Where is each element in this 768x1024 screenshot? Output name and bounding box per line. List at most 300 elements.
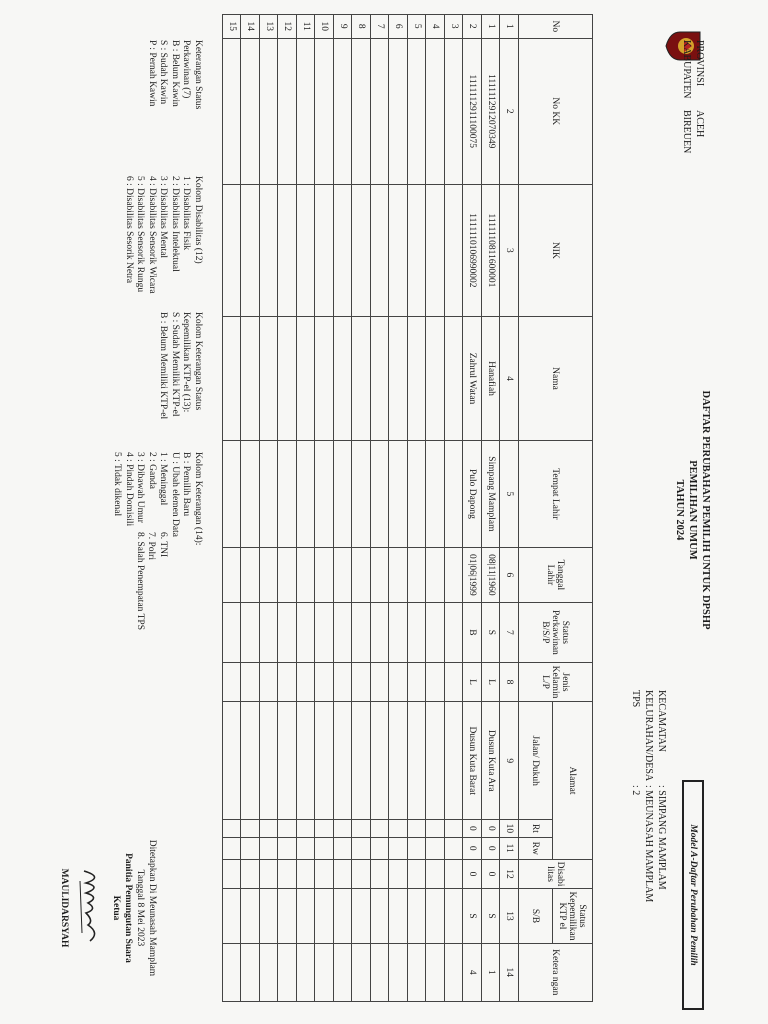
table-cell-tanggal [352,547,371,603]
table-cell-jk [352,662,371,702]
document-title [673,300,712,720]
table-cell-rw [371,837,390,859]
table-cell-tempat [352,441,371,548]
table-cell-rt [445,820,464,838]
table-cell-ktp [297,889,316,943]
table-cell-nik: 1111110106990002 [463,184,482,316]
table-cell-ket [445,943,464,1002]
table-cell-jk: L [463,662,482,702]
table-cell-tanggal [426,547,445,603]
table-cell-status [371,603,390,662]
table-cell-ktp [426,889,445,943]
title-line-1: DAFTAR PERUBAHAN PEMILIH UNTUK DPSHP [700,390,711,630]
table-cell-dis [426,859,445,889]
table-cell-dis [334,859,353,889]
kelurahan-value: : MEUNASAH MAMPLAM [643,785,654,903]
table-cell-tempat [408,441,427,548]
table-row [278,15,297,1002]
table-cell-jalan [334,702,353,820]
title-line-3: TAHUN 2024 [674,479,685,541]
table-row [463,15,482,1002]
colnum: 9 [500,702,519,820]
table-cell-jk [315,662,334,702]
table-cell-status [334,603,353,662]
legend-line: 7. Polri [146,532,157,560]
table-cell-ket [334,943,353,1002]
col-nokk-header: No KK [519,38,593,184]
table-cell-dis [260,859,279,889]
colnum: 13 [500,889,519,943]
table-cell-tempat: Pulo Dapong [463,441,482,548]
table-row [241,15,260,1002]
col-disabilitas-header: Disabi litas [519,859,593,889]
table-cell-nama [334,316,353,440]
colnum: 1 [500,15,519,39]
table-cell-jalan [241,702,260,820]
table-cell-rw: 0 [482,837,501,859]
legend-perkawinan [146,40,204,109]
table-cell-jk: L [482,662,501,702]
col-tempat-header: Tempat Lahir [519,441,593,548]
legend-line: 4 : Pindah Domisili [124,452,134,527]
colnum: 12 [500,859,519,889]
table-cell-nik [426,184,445,316]
table-cell-nama: Hanafiah [482,316,501,440]
table-cell-tanggal [297,547,316,603]
legend-line: Kepemilikan KTP-el (13): [181,312,192,413]
table-cell-ket [278,943,297,1002]
table-cell-nik [315,184,334,316]
table-row [315,15,334,1002]
table-row [389,15,408,1002]
table-cell-dis: 0 [463,859,482,889]
table-cell-rt [315,820,334,838]
table-cell-no_kk [223,38,242,184]
table-cell-ket [315,943,334,1002]
table-cell-tempat [389,441,408,548]
table-cell-rw [278,837,297,859]
table-cell-jalan [315,702,334,820]
table-cell-nama [297,316,316,440]
table-cell-tempat [260,441,279,548]
table-row [334,15,353,1002]
table-cell-no_kk [260,38,279,184]
legend-line: 5 : Disabilitas Sensorik Rungu [135,176,146,293]
table-cell-nik [223,184,242,316]
legend-line: B : Pemilih Baru [181,452,192,517]
table-cell-ktp [352,889,371,943]
table-cell-rt [297,820,316,838]
kecamatan-value: : SIMPANG MAMPLAM [656,785,667,890]
table-cell-dis [371,859,390,889]
legend-line: 6. TNI [158,532,168,558]
table-cell-ktp [334,889,353,943]
table-cell-jk [334,662,353,702]
table-cell-ket: 4 [463,943,482,1002]
table-cell-dis [223,859,242,889]
table-cell-nama [260,316,279,440]
table-cell-nama [445,316,464,440]
table-cell-ktp: S [463,889,482,943]
table-cell-nama [352,316,371,440]
table-cell-rt [260,820,279,838]
table-cell-rw: 0 [463,837,482,859]
table-cell-jk [260,662,279,702]
table-cell-jk [371,662,390,702]
table-cell-status [352,603,371,662]
kelurahan-label: KELURAHAN/DESA [643,690,654,782]
legend-line: B : Belum Kawin [170,40,180,107]
table-cell-jalan [260,702,279,820]
table-cell-rw [315,837,334,859]
table-cell-no: 9 [334,15,353,39]
table-cell-no: 2 [463,15,482,39]
table-cell-no: 14 [241,15,260,39]
table-cell-rw [260,837,279,859]
colnum: 10 [500,820,519,838]
table-cell-ktp [241,889,260,943]
table-cell-no: 5 [408,15,427,39]
table-cell-rw [334,837,353,859]
col-nama-header: Nama [519,316,593,440]
colnum: 3 [500,184,519,316]
table-cell-no_kk [241,38,260,184]
table-cell-jk [389,662,408,702]
legend-line: 3 : Disabilitas Mental [158,176,169,259]
table-cell-jalan [297,702,316,820]
legend-line: 3 : Dibawah Umur [135,452,146,523]
table-cell-nik [334,184,353,316]
table-row [445,15,464,1002]
table-cell-ket [223,943,242,1002]
table-cell-dis [315,859,334,889]
table-cell-tempat [241,441,260,548]
table-cell-tanggal [241,547,260,603]
provinsi-label: PROVINSI [694,40,705,87]
table-cell-ktp: S [482,889,501,943]
table-cell-status [297,603,316,662]
title-line-2: PEMILIHAN UMUM [687,460,698,560]
table-cell-status [408,603,427,662]
table-cell-ket [408,943,427,1002]
table-cell-no: 15 [223,15,242,39]
table-cell-nik [278,184,297,316]
table-cell-no: 4 [426,15,445,39]
table-cell-no: 8 [352,15,371,39]
table-cell-rw [408,837,427,859]
table-cell-tanggal [260,547,279,603]
tps-value: : 2 [630,785,641,796]
kabupaten-value: BIREUEN [681,110,692,154]
provinsi-value: ACEH [694,110,705,138]
table-cell-jalan [371,702,390,820]
table-cell-nama [389,316,408,440]
legend-keterangan-b [134,532,169,630]
table-cell-tempat [223,441,242,548]
table-cell-ket [241,943,260,1002]
table-cell-no_kk [389,38,408,184]
table-cell-jk [445,662,464,702]
table-cell-ket [426,943,445,1002]
col-rw-header: Rw [519,837,553,859]
table-cell-rt [389,820,408,838]
table-cell-rt [426,820,445,838]
table-cell-status [389,603,408,662]
colnum: 4 [500,316,519,440]
sign-place: Ditetapkan Di Meunasah Mamplam [147,839,157,977]
table-cell-nik [297,184,316,316]
table-cell-rw [426,837,445,859]
table-cell-status [260,603,279,662]
table-cell-rw [223,837,242,859]
legend-line: Keterangan Status [193,40,203,110]
legend-line: P : Pernah Kawin [147,40,157,107]
table-cell-no_kk [315,38,334,184]
table-cell-ktp [371,889,390,943]
legend-line: 1 : Meninggal [158,452,169,506]
table-cell-nama [408,316,427,440]
voter-table [222,14,593,1002]
table-cell-jalan [389,702,408,820]
table-row [260,15,279,1002]
table-cell-ktp [260,889,279,943]
table-row [482,15,501,1002]
table-cell-status [278,603,297,662]
tps-label: TPS [630,690,641,708]
table-cell-rw [445,837,464,859]
region-header [680,40,706,153]
legend-line: Kolom Keterangan Status [193,312,203,411]
legend-line: 4 : Disabilitas Sensorik Wicara [147,176,157,294]
table-cell-ket [352,943,371,1002]
table-cell-jk [297,662,316,702]
table-cell-ket [389,943,408,1002]
table-cell-no: 7 [371,15,390,39]
table-row [352,15,371,1002]
col-status-header: Status Perkawinan B/S/P [519,603,593,662]
table-cell-rt [371,820,390,838]
table-cell-tanggal [278,547,297,603]
table-cell-no: 1 [482,15,501,39]
kabupaten-label: KABUPATEN [681,40,692,99]
table-cell-status [241,603,260,662]
table-cell-nama [371,316,390,440]
table-cell-nama [426,316,445,440]
table-cell-status [315,603,334,662]
table-cell-rt [408,820,427,838]
location-header [629,690,668,902]
table-cell-dis [352,859,371,889]
col-keterangan-header: Ketera ngan [519,943,593,1002]
sign-name: MAULIDARSYAH [59,868,69,948]
colnum: 2 [500,38,519,184]
kecamatan-label: KECAMATAN [656,690,667,752]
table-cell-no_kk [408,38,427,184]
table-cell-status: S [482,603,501,662]
table-cell-nama [315,316,334,440]
table-cell-rt [352,820,371,838]
table-cell-tanggal [408,547,427,603]
table-cell-tempat [278,441,297,548]
table-cell-no: 3 [445,15,464,39]
table-cell-tanggal [445,547,464,603]
table-cell-tanggal [315,547,334,603]
legend-line: Kolom Keterangan (14): [193,452,203,546]
table-cell-rw [389,837,408,859]
table-cell-tempat [426,441,445,548]
col-alamat-header: Alamat [553,702,593,859]
table-cell-rt [278,820,297,838]
table-row [371,15,390,1002]
table-cell-jk [241,662,260,702]
table-cell-nik [241,184,260,316]
model-label-box: Model A-Daftar Perubahan Pemilih [682,780,704,1010]
table-cell-jalan [278,702,297,820]
table-cell-no_kk [445,38,464,184]
table-cell-ktp [445,889,464,943]
table-cell-jk [426,662,445,702]
colnum: 11 [500,837,519,859]
legend-line: 5 : Tidak dikenal [112,452,123,517]
table-cell-no_kk: 1111112911100075 [463,38,482,184]
sign-date: Tanggal 8 Mei 2023 [135,869,145,947]
table-cell-nama [241,316,260,440]
table-cell-no_kk [426,38,445,184]
table-cell-no: 6 [389,15,408,39]
table-cell-no_kk [297,38,316,184]
col-jalan-header: Jalan/ Dukuh [519,702,553,820]
legend-line: U : Ubah elemen Data [170,452,180,537]
table-cell-ket [260,943,279,1002]
table-cell-rt [334,820,353,838]
table-cell-dis [297,859,316,889]
table-cell-nama [278,316,297,440]
table-cell-jalan: Dusun Kuta Barat [463,702,482,820]
table-cell-no_kk: 1111112912070349 [482,38,501,184]
table-cell-nama: Zahrul Watan [463,316,482,440]
col-ktp-header: Status Kepemilikan KTP el [553,889,593,943]
table-cell-nik [445,184,464,316]
table-cell-tanggal [334,547,353,603]
table-cell-nik [352,184,371,316]
table-cell-dis [445,859,464,889]
table-header-row [553,15,593,1002]
table-cell-rt [223,820,242,838]
colnum: 5 [500,441,519,548]
table-cell-no_kk [371,38,390,184]
col-sb-header: S/B [519,889,553,943]
table-cell-nik [371,184,390,316]
legend-line: S : Sudah Memiliki KTP-el [170,312,180,417]
table-cell-tempat [371,441,390,548]
table-cell-jalan: Dusun Kuta Ara [482,702,501,820]
table-cell-status [223,603,242,662]
table-row [297,15,316,1002]
table-cell-jalan [408,702,427,820]
col-no-header: No [519,15,593,39]
legend-line: 1 : Disabilitas Fisik [181,176,192,251]
table-cell-nik: 1111110811600001 [482,184,501,316]
table-cell-ket: 1 [482,943,501,1002]
legend-line: S : Sudah Kawin [158,40,169,105]
legend-line: Kolom Disabilitas (12) [193,176,203,264]
table-cell-tanggal: 08|11|1960 [482,547,501,603]
table-cell-ktp [223,889,242,943]
colnum: 7 [500,603,519,662]
table-cell-tanggal [371,547,390,603]
col-tanggal-header: Tanggal Lahir [519,547,593,603]
colnum: 14 [500,943,519,1002]
table-cell-ktp [278,889,297,943]
legend-line: B : Belum Memiliki KTP-el [158,312,169,420]
table-cell-dis [278,859,297,889]
table-cell-ket [371,943,390,1002]
table-cell-tempat [445,441,464,548]
table-cell-tanggal [223,547,242,603]
table-cell-nik [260,184,279,316]
legend-line: 6 : Disabilitas Sesorik Netra [124,176,134,284]
column-number-row [500,15,519,1002]
table-cell-no: 13 [260,15,279,39]
table-cell-status: B [463,603,482,662]
table-cell-rw [241,837,260,859]
table-cell-status [426,603,445,662]
table-row [426,15,445,1002]
table-cell-rt: 0 [463,820,482,838]
table-cell-dis: 0 [482,859,501,889]
sign-role: Ketua [111,895,121,921]
table-cell-rw [352,837,371,859]
colnum: 6 [500,547,519,603]
table-cell-nik [389,184,408,316]
table-cell-ktp [408,889,427,943]
col-nik-header: NIK [519,184,593,316]
legend-line: 8. Salah Penempatan TPS [135,532,145,630]
table-cell-ktp [389,889,408,943]
table-cell-nama [223,316,242,440]
legend-line: 2 : Ganda [147,452,157,489]
table-cell-tempat [297,441,316,548]
table-cell-no: 11 [297,15,316,39]
table-row [223,15,242,1002]
legend-ktp [157,312,203,419]
legend-disabilitas [123,176,204,294]
table-cell-jk [278,662,297,702]
table-cell-nik [408,184,427,316]
table-cell-jk [223,662,242,702]
col-rt-header: Rt [519,820,553,838]
col-jk-header: Jenis Kelamin L/P [519,662,593,702]
table-cell-ktp [315,889,334,943]
table-cell-status [445,603,464,662]
table-row [408,15,427,1002]
table-cell-no_kk [334,38,353,184]
table-cell-tempat: Simpang Mamplam [482,441,501,548]
table-cell-tanggal [389,547,408,603]
table-cell-tanggal: 01|06|1999 [463,547,482,603]
table-cell-tempat [334,441,353,548]
sign-org: Panitia Pemungutan Suara [123,853,133,963]
table-cell-dis [389,859,408,889]
table-cell-jalan [223,702,242,820]
table-cell-rw [297,837,316,859]
table-cell-no: 10 [315,15,334,39]
table-cell-rt: 0 [482,820,501,838]
signature-block [58,808,158,1008]
colnum: 8 [500,662,519,702]
table-body [223,15,501,1002]
table-cell-jk [408,662,427,702]
